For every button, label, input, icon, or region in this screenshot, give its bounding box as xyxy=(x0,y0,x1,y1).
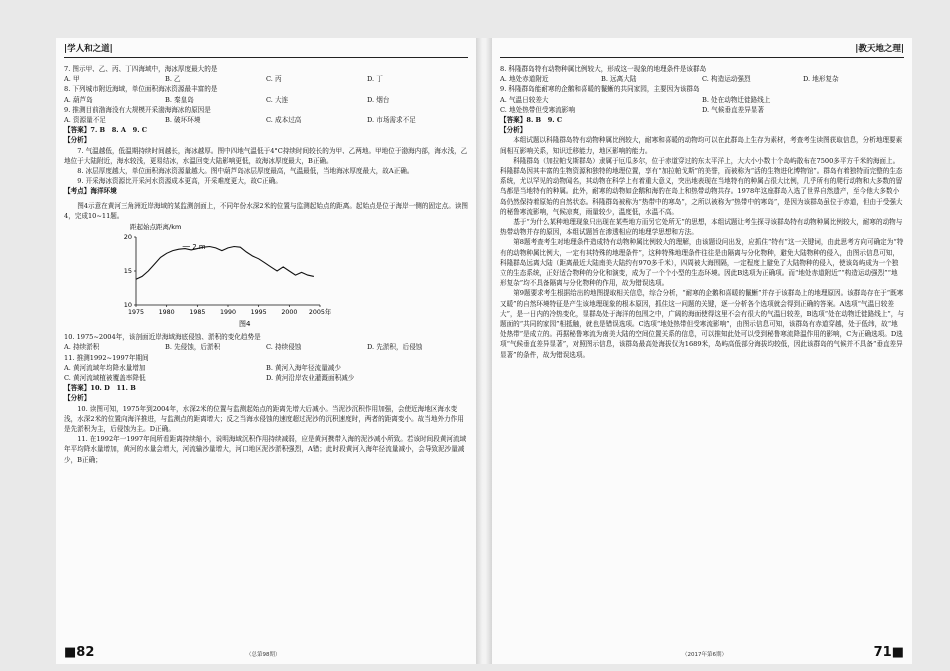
left-page-footer xyxy=(64,641,94,660)
option: D. 先淤积，后侵蚀 xyxy=(367,343,423,352)
y-tick-label: 20 xyxy=(123,233,132,242)
option: C. 构造运动强烈 xyxy=(702,75,751,84)
figure-intro: 图4示意在黄河三角洲近岸海域的某监测剖面上，不同年份水深2米的位置与监测起始点的距离。起始点是位于海岸一侧的固定点。读图4，完成10~11题。 xyxy=(64,201,469,220)
option: B. 先侵蚀，后淤积 xyxy=(165,343,221,352)
option: B. 乙 xyxy=(165,75,181,84)
option: D. 气候垂直差异显著 xyxy=(702,105,764,114)
x-tick-label: 2000 xyxy=(281,309,298,317)
analysis-paragraph: 基于“为什么某种地理现象只出现在某些地方而另它处所无”的思想，本组试题让考生探寻该群岛特有动物种属比例较大，耐寒的动物与热带动物并存的原因，本组试题旨在渗透相应的地理学思想和方法。 xyxy=(500,218,903,237)
analysis-paragraph: 第8题考查考生对地理条件造成特有动物种属比例较大的理解，由该题设问出发，应抓住“特有”这一关键词，由此思考方向可确定为“特有的动物种属比例大，一定有其特殊的地理条件”，这种特殊地理条件往往是由隔离与分化物种，避免大陆物种的侵入，由图示信息可知，科隆群岛远离大陆（距离最近大陆南美大陆约有970多千米），四周被大海围隔，一定程度上避免了大陆物种的侵入，使该岛屿成为一个独立的生态系统，正好适合物种的分化和演变，成为了一个个小型的生态环境。因此B选项为正确项。而“地处赤道附近”“构造运动强烈”“地形复杂”均不具备隔离与分化物种的作用，故为错误选项。 xyxy=(500,238,904,288)
option: A. 甲 xyxy=(64,75,80,84)
option: C. 黄河流域植被覆盖率降低 xyxy=(64,374,146,383)
analysis-title: 【分析】 xyxy=(64,394,91,403)
question-11-stem: 11. 推测1992~1997年期间 xyxy=(64,353,149,362)
analysis-paragraph: 科隆群岛（加拉帕戈斯群岛）隶属于厄瓜多尔，位于赤道穿过的东太平洋上，大大小小数十个岛屿散布在7500多平方千米的海面上。科隆群岛因其丰富的生物资源和独特的地理位置，享有“加拉帕戈斯”的美誉，而被称为“活的生物进化博物馆”。群岛有着独特而完整的生态系统，尤以罕见的动物闻名，其动物在科学上有着重大意义，突出地表现在当地特有的种属占很大比例，几乎所有的爬行动物和大多数的留鸟都是当地特有的种属。此外，耐寒的动物如企鹅和海豹在岛上和热带动物共存。1978年这座群岛入选了世界自然遗产，至今他大多数小岛仍然保持着原始的自然状态。科隆群岛被称为“热带中的寒岛”，之所以被称为“热带中的寒岛”，是因为该群岛虽位于赤道，但由于受强大的秘鲁寒流影响，气候凉爽，雨量较少，温度低，水温不高。 xyxy=(500,156,903,216)
analysis-paragraph: 11. 在1992年一1997年间所看距离持续缩小，说明海域沉积作用持续减弱，应是黄河携带入海的泥沙减小所致。若该时间段黄河流域年平均降水量增加，黄河的水量会增大，河流输沙量增大，河口地区泥沙淤积强烈，A错；此时段黄河入海年径流量减小，会导致泥沙量减少，B正确； xyxy=(64,435,467,464)
left-page-content xyxy=(64,64,468,465)
question-8-options xyxy=(500,74,904,84)
option: C. 成本过高 xyxy=(266,116,302,125)
analysis-title: 【分析】 xyxy=(500,126,527,135)
option: B. 远离大陆 xyxy=(601,75,637,84)
right-page-content xyxy=(500,64,904,360)
option: A. 黄河流域年均降水量增加 xyxy=(64,363,146,372)
option: A. 气温日较差大 xyxy=(500,95,549,104)
analysis-paragraph: 本组试题以科隆群岛特有动物种属比例较大，耐寒和喜暖的动物均可以在此群岛上生存为素材，考查考生读图获取信息，分析地理要素间相互影响关系，知识迁移能力，地区影响的能力。 xyxy=(500,136,903,155)
left-footer-note: （总第98期） xyxy=(246,652,281,658)
option: D. 黄河沿岸农业灌溉面积减少 xyxy=(266,374,355,383)
right-page xyxy=(492,38,912,664)
analysis-paragraph: 第9题要求考生根据给出的地图提取相关信息，综合分析，“耐寒的企鹅和喜暖的鬣蜥”并存于该群岛上的地理原因。该群岛存在于“既寒又暖”的自然环境特征是产生该地理现象的根本原因，抓住这一问题的关键，逐一分析各个选项就会得到正确的答案。A选项“气温日较差大”，是一日内的冷热变化，显群岛处于海洋的包围之中，广阔的海面使得这里不会有很大的气温日较差，B选项“处在动物迁徙路线上”，与题面的“共同的家园”相抵触，就也是错误选项。C选项“地处热带但受寒流影响”，由图示信息可知，该群岛有赤道穿越，处于低纬，故“地处热带”是成立的。再据秘鲁寒流为南美大陆的空间位置关系的信息，可以推知此处可以受到秘鲁寒流降温作用的影响，C为正确选项。D选项“气候垂直差异显著”，对照图示信息，该群岛最高处海拔仅为1689米，岛屿高低部分海拔均较低，因此该群岛的气候并不具备“垂直差异显著”的条件，故为错误选项。 xyxy=(500,289,904,359)
question-7-options xyxy=(64,74,468,84)
analysis-paragraph: 8. 冰层厚度越大，单位面积海冰资源量越大。图中葫芦岛冰层厚度最高，气温最低，当地海冰厚度最大，故A正确。 xyxy=(77,167,414,176)
option: D. 市场需求不足 xyxy=(367,116,416,125)
question-8-stem: 8. 下列城市附近海域，单位面积海冰资源最丰富的是 xyxy=(64,85,218,94)
y-tick-label: 10 xyxy=(123,301,132,310)
option: D. 烟台 xyxy=(367,95,390,104)
header-rule xyxy=(64,57,468,58)
option: D. 丁 xyxy=(367,75,383,84)
option: B. 黄河入海年径流量减少 xyxy=(266,363,341,372)
analysis-paragraph: 9. 开采海冰资源比开采河水资源成本更高，开采难度更大，故C正确。 xyxy=(77,177,282,186)
question-10-stem: 10. 1975~2004年，该剖面近岸海域海底侵蚀、淤积的变化趋势是 xyxy=(64,333,261,342)
series-line xyxy=(136,247,314,280)
question-9-stem: 9. 推测目前渤海没有大规模开采渤海海冰的原因是 xyxy=(64,105,211,114)
question-9-options xyxy=(64,115,468,125)
left-page xyxy=(56,38,476,664)
x-tick-label: 1975 xyxy=(127,309,145,317)
x-tick-label: 2005年 xyxy=(308,309,332,317)
option: B. 秦皇岛 xyxy=(165,95,194,104)
option: C. 丙 xyxy=(266,75,282,84)
chart-ylabel: 距起始点距离/km xyxy=(130,223,182,232)
answer-line: 【答案】8. B 9. C xyxy=(500,116,563,125)
question-9-stem: 9. 科隆群岛能耐寒的企鹅和喜暖的鬣蜥的共同家园，主要因为该群岛 xyxy=(500,85,700,94)
option: A. 持续淤积 xyxy=(64,343,100,352)
series-label: 2 m xyxy=(192,243,206,252)
option: A. 地处赤道附近 xyxy=(500,75,549,84)
option: A. 资源量不足 xyxy=(64,116,106,125)
question-8-stem: 8. 科隆群岛特有动物种属比例较大，形成这一现象的地理条件是该群岛 xyxy=(500,65,707,73)
option: C. 持续侵蚀 xyxy=(266,343,302,352)
kaodian-line: 【考点】海洋环境 xyxy=(64,187,117,196)
x-tick-label: 1990 xyxy=(219,309,237,317)
x-tick-label: 1985 xyxy=(189,309,206,317)
y-tick-label: 15 xyxy=(123,267,132,276)
right-page-header: |教天地之理| xyxy=(855,44,904,54)
figure-caption: 图4 xyxy=(239,320,251,329)
option: B. 破坏环境 xyxy=(165,116,201,125)
figure-4-line-chart xyxy=(64,221,468,329)
header-rule xyxy=(500,57,904,58)
right-page-footer xyxy=(874,641,904,660)
option: A. 葫芦岛 xyxy=(64,95,93,104)
analysis-paragraph: 7. 气温越低，低温期持续时间越长，海冰越厚。图中四地气温低于4°C持续时间较长的为甲、乙两地。甲地位于渤海内部，海水浅，乙地位于大陆附近，海水较浅，更易结冰，水温回变大陆影响更低，故海冰厚度最大，B正确。 xyxy=(64,146,468,165)
question-8-options xyxy=(64,95,468,105)
question-11-options xyxy=(64,363,468,383)
option: C. 大连 xyxy=(266,95,289,104)
x-tick-label: 1995 xyxy=(250,309,267,317)
question-9-options xyxy=(500,95,904,115)
page-number: ■82 xyxy=(64,645,95,660)
analysis-paragraph: 10. 读图可知，1975年到2004年，水深2米的位置与监测起始点的距离先增大后减小。当泥沙沉积作用加强，会使近海地区海水变浅，水深2米的位置向海洋推进，与监测点的距离增大；反之当海水侵蚀的速度超过泥沙的沉积速度时，两者的距离变小。故当地外力作用是先淤积为主，后侵蚀为主。D正确。 xyxy=(64,404,464,434)
right-footer-note: （2017年第6期） xyxy=(682,652,727,658)
option: B. 处在动物迁徙路线上 xyxy=(702,95,771,104)
book-gutter xyxy=(476,38,492,664)
answer-line: 【答案】10. D 11. B xyxy=(64,384,136,393)
left-page-header: |学人和之道| xyxy=(64,44,113,54)
option: C. 地处热带但受寒流影响 xyxy=(500,105,575,114)
question-10-options xyxy=(64,342,468,352)
question-7-stem: 7. 图示甲、乙、丙、丁四海域中，海冰厚度最大的是 xyxy=(64,65,218,73)
analysis-title: 【分析】 xyxy=(64,136,91,145)
answer-line: 【答案】7. B 8. A 9. C xyxy=(64,126,148,135)
page-number: 71■ xyxy=(873,645,904,660)
x-tick-label: 1980 xyxy=(158,309,175,317)
option: D. 地形复杂 xyxy=(803,75,839,84)
